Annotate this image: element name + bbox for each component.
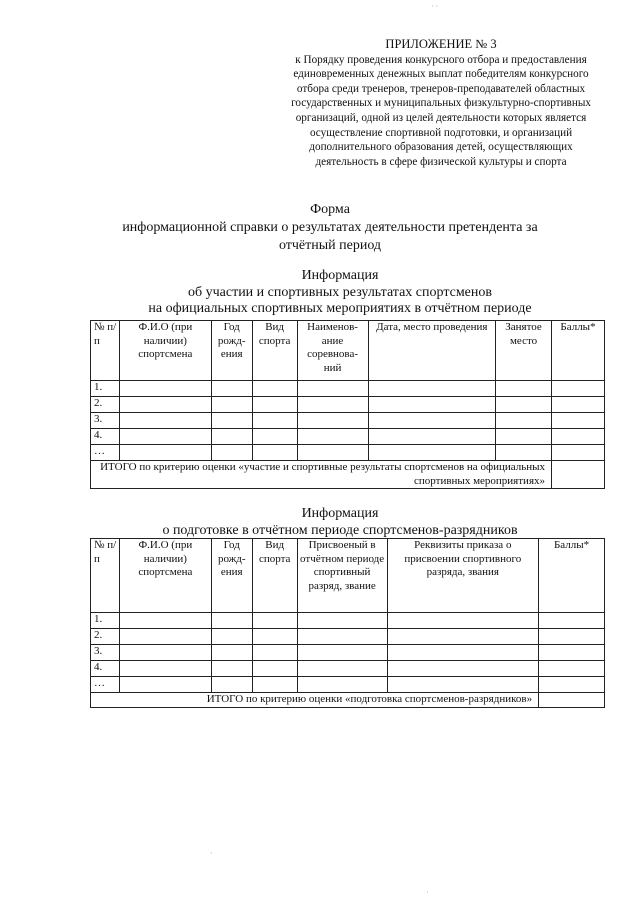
row-number: … <box>91 445 120 461</box>
table-cell[interactable] <box>252 613 297 629</box>
table-cell[interactable] <box>387 645 539 661</box>
table-header-row <box>91 539 605 613</box>
table-cell[interactable] <box>119 645 211 661</box>
total-score-cell[interactable] <box>539 693 605 708</box>
annex-line: единовременных денежных выплат победителям конкурсного <box>293 68 589 81</box>
table-cell[interactable] <box>252 445 297 461</box>
table-cell[interactable] <box>539 613 605 629</box>
table-cell[interactable] <box>252 645 297 661</box>
row-number: 1. <box>91 613 120 629</box>
table-cell[interactable] <box>252 677 297 693</box>
row-number: … <box>91 677 120 693</box>
table-cell[interactable] <box>539 629 605 645</box>
annex-line: государственных и муниципальных физкультурно-спортивных <box>291 97 591 110</box>
table-row <box>91 645 605 661</box>
table-cell[interactable] <box>539 645 605 661</box>
table-cell[interactable] <box>496 445 552 461</box>
table-cell[interactable] <box>297 645 387 661</box>
annex-line: организаций, одной из целей деятельности которых является <box>295 111 587 124</box>
form-title <box>90 201 570 255</box>
annex-line: деятельность в сфере физической культуры и спорта <box>315 155 567 168</box>
table-cell[interactable] <box>252 661 297 677</box>
section2-subheading: о подготовке в отчётном периоде спортсменов-разрядников <box>162 522 518 538</box>
table-cell[interactable] <box>297 429 368 445</box>
row-number: 4. <box>91 661 120 677</box>
table-total-row <box>91 693 605 708</box>
sports-results-table <box>90 320 605 489</box>
table-row <box>91 677 605 693</box>
table-cell[interactable] <box>496 429 552 445</box>
table-cell[interactable] <box>252 429 297 445</box>
scan-speck: · · <box>431 2 439 11</box>
scan-speck: · <box>210 849 213 858</box>
table-cell[interactable] <box>211 429 252 445</box>
table-row <box>91 429 605 445</box>
form-title-line: информационной справки о результатах деятельности претендента за <box>122 220 538 235</box>
table-cell[interactable] <box>368 429 496 445</box>
annex-header <box>268 37 614 169</box>
table-cell[interactable] <box>552 381 605 397</box>
table-row <box>91 397 605 413</box>
table-cell[interactable] <box>387 613 539 629</box>
table-cell[interactable] <box>119 429 211 445</box>
table-row <box>91 613 605 629</box>
header-cell: Наименов-ание соревнова-ний <box>297 321 368 381</box>
table-cell[interactable] <box>496 397 552 413</box>
table-cell[interactable] <box>297 381 368 397</box>
table-cell[interactable] <box>119 629 211 645</box>
table-row <box>91 661 605 677</box>
table-cell[interactable] <box>552 429 605 445</box>
table-cell[interactable] <box>211 661 252 677</box>
table-cell[interactable] <box>211 397 252 413</box>
table-row <box>91 381 605 397</box>
section1-title <box>90 268 590 318</box>
header-cell: Ф.И.О (при наличии) спортсмена <box>119 321 211 381</box>
athlete-ranks-table <box>90 538 605 708</box>
table-cell[interactable] <box>368 397 496 413</box>
table-cell[interactable] <box>539 677 605 693</box>
table-cell[interactable] <box>552 445 605 461</box>
annex-line: к Порядку проведения конкурсного отбора и предоставления <box>295 53 587 66</box>
section2-heading: Информация <box>301 506 379 521</box>
table-cell[interactable] <box>368 445 496 461</box>
table-cell[interactable] <box>211 677 252 693</box>
table-cell[interactable] <box>211 381 252 397</box>
row-number: 3. <box>91 413 120 429</box>
row-number: 2. <box>91 629 120 645</box>
header-cell: Баллы* <box>539 539 605 613</box>
table-cell[interactable] <box>252 381 297 397</box>
header-cell: Вид спорта <box>252 539 297 613</box>
annex-line: дополнительного образования детей, осуществляющих <box>309 141 573 154</box>
table-cell[interactable] <box>552 397 605 413</box>
header-cell: Год рожд-ения <box>211 321 252 381</box>
header-cell: Год рожд-ения <box>211 539 252 613</box>
table-cell[interactable] <box>496 413 552 429</box>
table-header-row <box>91 321 605 381</box>
header-cell: Реквизиты приказа о присвоении спортивного разряда, звания <box>387 539 539 613</box>
table-cell[interactable] <box>252 413 297 429</box>
row-number: 2. <box>91 397 120 413</box>
header-cell: Ф.И.О (при наличии) спортсмена <box>119 539 211 613</box>
table-cell[interactable] <box>297 613 387 629</box>
header-cell: Присвоеный в отчётном периоде спортивный разряд, звание <box>297 539 387 613</box>
annex-line: отбора среди тренеров, тренеров-преподавателей областных <box>296 82 586 95</box>
table-cell[interactable] <box>297 397 368 413</box>
table-cell[interactable] <box>297 445 368 461</box>
table-cell[interactable] <box>297 629 387 645</box>
section1-subheading: об участии и спортивных результатах спортсменов <box>187 284 492 300</box>
table-cell[interactable] <box>387 661 539 677</box>
table-cell[interactable] <box>496 381 552 397</box>
table-row <box>91 413 605 429</box>
table-cell[interactable] <box>252 629 297 645</box>
annex-line: осуществление спортивной подготовки, и организаций <box>309 126 573 139</box>
total-label: ИТОГО по критерию оценки «участие и спортивные результаты спортсменов на официальных спортивных мероприятиях» <box>91 461 552 489</box>
table-total-row <box>91 461 605 489</box>
table-cell[interactable] <box>297 413 368 429</box>
table-cell[interactable] <box>119 413 211 429</box>
table-cell[interactable] <box>119 397 211 413</box>
table-row <box>91 629 605 645</box>
header-cell: № п/п <box>91 321 120 381</box>
table-cell[interactable] <box>211 613 252 629</box>
table-cell[interactable] <box>211 645 252 661</box>
table-cell[interactable] <box>211 445 252 461</box>
annex-title: ПРИЛОЖЕНИЕ № 3 <box>385 37 497 51</box>
table-cell[interactable] <box>252 397 297 413</box>
row-number: 1. <box>91 381 120 397</box>
header-cell: № п/п <box>91 539 120 613</box>
row-number: 3. <box>91 645 120 661</box>
form-title-line: Форма <box>310 202 350 217</box>
table-cell[interactable] <box>119 661 211 677</box>
table-cell[interactable] <box>297 661 387 677</box>
table-row <box>91 445 605 461</box>
header-cell: Дата, место проведения <box>368 321 496 381</box>
table-cell[interactable] <box>297 677 387 693</box>
total-score-cell[interactable] <box>552 461 605 489</box>
table-cell[interactable] <box>211 629 252 645</box>
table-cell[interactable] <box>368 381 496 397</box>
table-cell[interactable] <box>387 677 539 693</box>
row-number: 4. <box>91 429 120 445</box>
header-cell: Баллы* <box>552 321 605 381</box>
section1-subheading: на официальных спортивных мероприятиях в отчётном периоде <box>148 301 532 316</box>
scan-speck: · <box>426 888 429 897</box>
header-cell: Вид спорта <box>252 321 297 381</box>
table-cell[interactable] <box>387 629 539 645</box>
section2-title <box>90 506 590 539</box>
table-cell[interactable] <box>539 661 605 677</box>
table-cell[interactable] <box>119 445 211 461</box>
table-cell[interactable] <box>119 381 211 397</box>
total-label: ИТОГО по критерию оценки «подготовка спортсменов-разрядников» <box>91 693 539 708</box>
table-cell[interactable] <box>119 613 211 629</box>
table-cell[interactable] <box>119 677 211 693</box>
table-cell[interactable] <box>552 413 605 429</box>
table-cell[interactable] <box>211 413 252 429</box>
section1-heading: Информация <box>301 268 379 283</box>
form-title-line: отчётный период <box>278 238 382 253</box>
header-cell: Занятое место <box>496 321 552 381</box>
table-cell[interactable] <box>368 413 496 429</box>
